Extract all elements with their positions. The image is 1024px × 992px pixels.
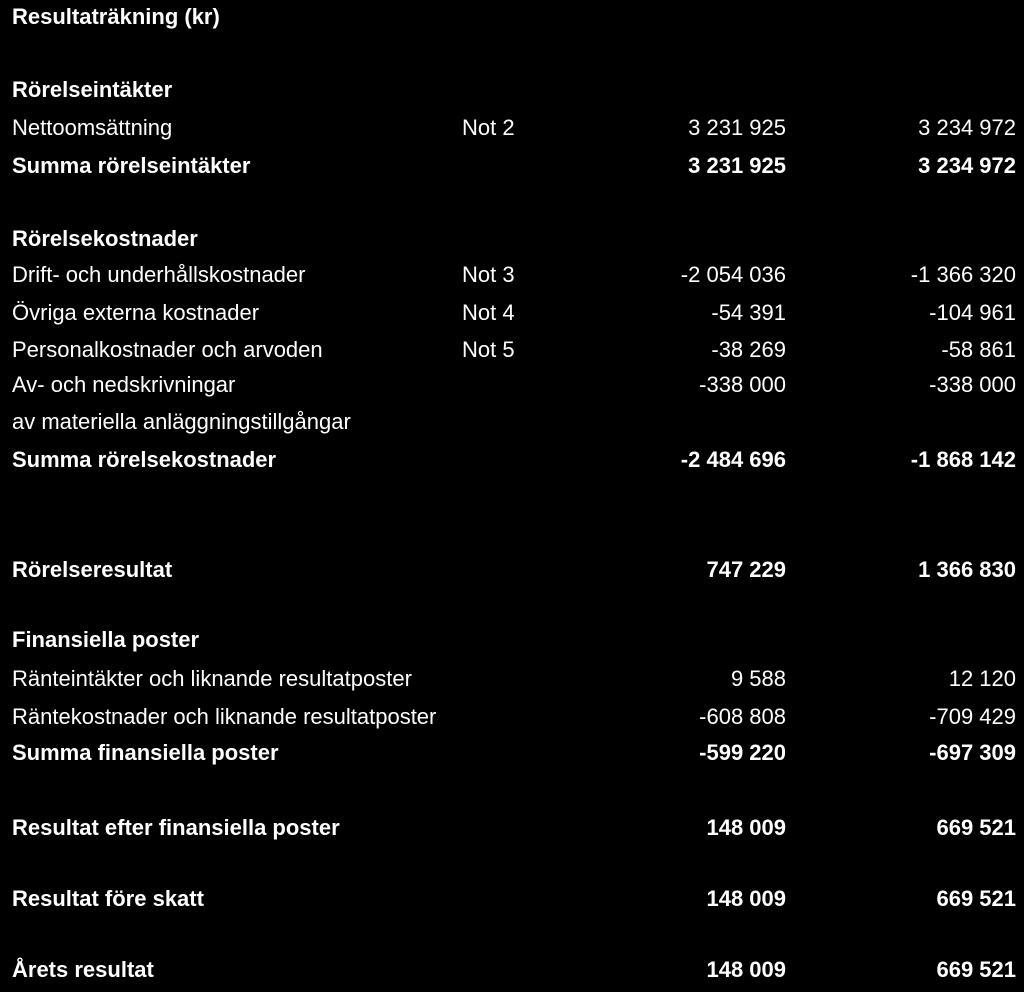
row-value-previous: -58 861 xyxy=(941,337,1016,362)
statement-row xyxy=(0,222,1024,256)
row-label: Summa finansiella poster xyxy=(12,740,279,765)
row-value-previous: 669 521 xyxy=(936,957,1016,982)
statement-row xyxy=(0,368,1024,402)
row-value-current: 3 231 925 xyxy=(688,115,786,140)
row-label: Drift- och underhållskostnader xyxy=(12,262,306,287)
row-value-previous: 1 366 830 xyxy=(918,557,1016,582)
row-value-current: -38 269 xyxy=(711,337,786,362)
row-value-previous: -104 961 xyxy=(929,300,1016,325)
row-value-previous: 12 120 xyxy=(948,666,1016,691)
row-value-previous: -709 429 xyxy=(929,704,1016,729)
row-value-current: 3 231 925 xyxy=(688,153,786,178)
statement-row xyxy=(0,662,1024,696)
row-value-current: 747 229 xyxy=(706,557,786,582)
row-note: Not 4 xyxy=(462,300,515,325)
statement-row xyxy=(0,333,1024,367)
statement-row xyxy=(0,623,1024,657)
row-value-current: -2 484 696 xyxy=(680,447,786,472)
row-value-current: 148 009 xyxy=(706,815,786,840)
row-label: Av- och nedskrivningar xyxy=(12,372,236,397)
row-label: Resultat efter finansiella poster xyxy=(12,815,340,840)
statement-row xyxy=(0,73,1024,107)
row-value-previous: -338 000 xyxy=(929,372,1016,397)
row-value-previous: -697 309 xyxy=(929,740,1016,765)
statement-row xyxy=(0,405,1024,439)
statement-row xyxy=(0,258,1024,292)
statement-row xyxy=(0,149,1024,183)
row-value-previous: -1 366 320 xyxy=(910,262,1016,287)
row-label: Räntekostnader och liknande resultatposter xyxy=(12,704,437,729)
statement-row xyxy=(0,296,1024,330)
row-label: Ränteintäkter och liknande resultatposter xyxy=(12,666,412,691)
row-label: Nettoomsättning xyxy=(12,115,173,140)
statement-row xyxy=(0,882,1024,916)
row-value-current: 9 588 xyxy=(730,666,786,691)
row-value-previous: 3 234 972 xyxy=(918,115,1016,140)
row-value-current: -54 391 xyxy=(711,300,786,325)
statement-row xyxy=(0,953,1024,987)
row-label: Årets resultat xyxy=(12,957,154,982)
row-note: Not 3 xyxy=(462,262,515,287)
row-label: Rörelseintäkter xyxy=(12,77,173,102)
statement-row xyxy=(0,553,1024,587)
row-label: Rörelseresultat xyxy=(12,557,173,582)
row-label: Summa rörelseintäkter xyxy=(12,153,251,178)
row-label: Personalkostnader och arvoden xyxy=(12,337,323,362)
row-value-previous: -1 868 142 xyxy=(910,447,1016,472)
row-value-current: -608 808 xyxy=(699,704,786,729)
row-value-current: 148 009 xyxy=(706,886,786,911)
row-label: Summa rörelsekostnader xyxy=(12,447,277,472)
row-note: Not 2 xyxy=(462,115,515,140)
page-title: Resultaträkning (kr) xyxy=(12,4,220,29)
statement-row xyxy=(0,111,1024,145)
row-label: Finansiella poster xyxy=(12,627,200,652)
row-value-current: -338 000 xyxy=(699,372,786,397)
statement-row xyxy=(0,700,1024,734)
row-label: Rörelsekostnader xyxy=(12,226,198,251)
row-value-current: 148 009 xyxy=(706,957,786,982)
row-label: av materiella anläggningstillgångar xyxy=(12,409,351,434)
row-label: Övriga externa kostnader xyxy=(12,300,260,325)
row-value-previous: 3 234 972 xyxy=(918,153,1016,178)
row-value-current: -599 220 xyxy=(699,740,786,765)
statement-row xyxy=(0,443,1024,477)
statement-row xyxy=(0,736,1024,770)
row-value-previous: 669 521 xyxy=(936,886,1016,911)
statement-row xyxy=(0,811,1024,845)
row-value-current: -2 054 036 xyxy=(680,262,786,287)
row-label: Resultat före skatt xyxy=(12,886,204,911)
row-note: Not 5 xyxy=(462,337,515,362)
row-value-previous: 669 521 xyxy=(936,815,1016,840)
